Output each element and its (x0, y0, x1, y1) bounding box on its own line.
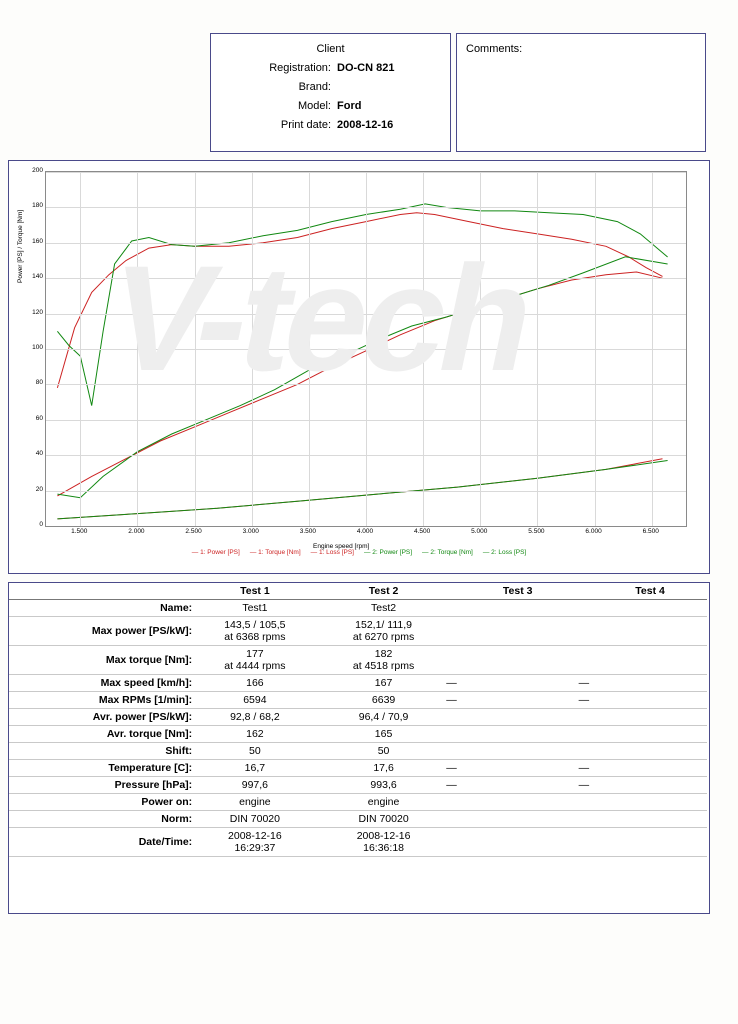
row-label: Temperature [C]: (9, 760, 196, 777)
results-header-row (9, 583, 707, 600)
y-tick: 120 (32, 308, 43, 316)
cell-test4 (593, 828, 707, 857)
results-table-body (9, 600, 707, 857)
brand-label: Brand: (298, 81, 331, 93)
gridline-horizontal (46, 491, 686, 492)
cell-spacer3 (575, 726, 594, 743)
cell-spacer1 (314, 709, 325, 726)
cell-test1: 166 (196, 675, 313, 692)
comments-title: Comments: (466, 43, 523, 55)
cell-test4 (593, 617, 707, 646)
cell-test3 (461, 709, 575, 726)
row-label: Power on: (9, 794, 196, 811)
plot-area (45, 171, 687, 527)
legend-item: — 1: Torque [Nm] (249, 549, 301, 556)
table-row (9, 617, 707, 646)
cell-test4 (593, 692, 707, 709)
table-row (9, 692, 707, 709)
cell-spacer3: — (575, 760, 594, 777)
x-tick: 3.500 (299, 528, 316, 535)
cell-test1: 162 (196, 726, 313, 743)
cell-spacer3: — (575, 692, 594, 709)
row-label: Max power [PS/kW]: (9, 617, 196, 646)
cell-spacer2: — (442, 760, 461, 777)
y-tick: 60 (35, 414, 43, 422)
y-tick: 200 (32, 167, 43, 174)
cell-spacer2: — (442, 675, 461, 692)
table-row (9, 675, 707, 692)
row-label: Max speed [km/h]: (9, 675, 196, 692)
cell-spacer1 (314, 794, 325, 811)
x-tick: 6.500 (642, 528, 659, 535)
cell-test2: 2008-12-16 16:36:18 (325, 828, 442, 857)
cell-spacer2: — (442, 777, 461, 794)
y-tick: 80 (35, 379, 43, 387)
cell-test2: 17,6 (325, 760, 442, 777)
table-row (9, 794, 707, 811)
cell-test2: 165 (325, 726, 442, 743)
print-date-value: 2008-12-16 (337, 119, 394, 131)
cell-test1: 177 at 4444 rpms (196, 646, 313, 675)
col-header-test1: Test 1 (196, 583, 313, 600)
client-field-print-date (211, 119, 450, 131)
x-tick: 5.000 (471, 528, 488, 535)
cell-test1: Test1 (196, 600, 313, 617)
cell-test4 (593, 646, 707, 675)
cell-spacer1 (314, 675, 325, 692)
cell-spacer1 (314, 777, 325, 794)
x-tick: 3.000 (242, 528, 259, 535)
client-title: Client (316, 43, 345, 55)
cell-test1: 997,6 (196, 777, 313, 794)
cell-spacer3 (575, 811, 594, 828)
client-field-brand (211, 81, 450, 93)
x-tick: 4.000 (356, 528, 374, 535)
x-tick: 4.500 (414, 528, 431, 535)
watermark-text: V-tech (95, 234, 546, 402)
row-label: Max RPMs [1/min]: (9, 692, 196, 709)
cell-spacer3 (575, 743, 594, 760)
cell-test2: 6639 (325, 692, 442, 709)
cell-test1: 92,8 / 68,2 (196, 709, 313, 726)
results-table-frame (8, 582, 710, 914)
model-label: Model: (297, 100, 331, 112)
cell-test1: DIN 70020 (196, 811, 313, 828)
cell-test1: 143,5 / 105,5 at 6368 rpms (196, 617, 313, 646)
cell-test3 (461, 600, 575, 617)
col-spacer-1 (314, 583, 325, 600)
cell-spacer3 (575, 646, 594, 675)
cell-test3 (461, 743, 575, 760)
cell-test1: 6594 (196, 692, 313, 709)
cell-spacer1 (314, 760, 325, 777)
x-tick: 5.500 (528, 528, 545, 535)
cell-test3 (461, 646, 575, 675)
client-field-registration (211, 62, 450, 74)
cell-spacer1 (314, 726, 325, 743)
row-label: Max torque [Nm]: (9, 646, 196, 675)
cell-test2: 182 at 4518 rpms (325, 646, 442, 675)
cell-test2: 993,6 (325, 777, 442, 794)
model-value: Ford (337, 100, 362, 112)
table-row (9, 760, 707, 777)
cell-spacer1 (314, 692, 325, 709)
cell-spacer2 (442, 617, 461, 646)
cell-spacer1 (314, 617, 325, 646)
y-tick: 0 (39, 521, 43, 528)
cell-test3 (461, 692, 575, 709)
cell-spacer3: — (575, 777, 594, 794)
cell-test3 (461, 811, 575, 828)
cell-test2: Test2 (325, 600, 442, 617)
cell-test1: 2008-12-16 16:29:37 (196, 828, 313, 857)
x-tick: 1.500 (71, 528, 88, 535)
cell-spacer3 (575, 709, 594, 726)
y-tick: 40 (35, 450, 43, 458)
legend-item: — 1: Loss [PS] (310, 549, 354, 556)
cell-test4 (593, 675, 707, 692)
cell-test4 (593, 743, 707, 760)
table-row (9, 828, 707, 857)
cell-spacer2: — (442, 692, 461, 709)
legend-item: — 1: Power [PS] (191, 549, 240, 556)
row-label: Avr. torque [Nm]: (9, 726, 196, 743)
row-label: Date/Time: (9, 828, 196, 857)
cell-spacer2 (442, 600, 461, 617)
table-row (9, 743, 707, 760)
col-header-blank (9, 583, 196, 600)
x-tick: 2.500 (185, 528, 202, 535)
client-field-model (211, 100, 450, 112)
plot-area-wrap (17, 167, 685, 550)
cell-test1: engine (196, 794, 313, 811)
table-row (9, 709, 707, 726)
results-table (9, 583, 707, 857)
cell-spacer2 (442, 811, 461, 828)
table-row (9, 600, 707, 617)
x-tick: 2.000 (128, 528, 145, 535)
cell-test4 (593, 794, 707, 811)
results-table-head (9, 583, 707, 600)
cell-test1: 16,7 (196, 760, 313, 777)
cell-test3 (461, 828, 575, 857)
cell-test2: 167 (325, 675, 442, 692)
cell-test4 (593, 777, 707, 794)
cell-spacer3 (575, 794, 594, 811)
cell-spacer2 (442, 709, 461, 726)
cell-test4 (593, 726, 707, 743)
col-header-test2: Test 2 (325, 583, 442, 600)
cell-test2: 152,1/ 111,9 at 6270 rpms (325, 617, 442, 646)
col-header-test4: Test 4 (593, 583, 707, 600)
chart-legend (9, 549, 709, 556)
cell-test2: 96,4 / 70,9 (325, 709, 442, 726)
cell-spacer3: — (575, 675, 594, 692)
y-tick: 20 (35, 485, 43, 493)
cell-spacer1 (314, 811, 325, 828)
table-row (9, 646, 707, 675)
cell-spacer2 (442, 726, 461, 743)
cell-test3 (461, 794, 575, 811)
gridline-horizontal (46, 526, 686, 527)
row-label: Name: (9, 600, 196, 617)
cell-spacer2 (442, 743, 461, 760)
y-axis-label: Power [PS] / Torque [Nm] (17, 209, 24, 283)
col-header-test3: Test 3 (461, 583, 575, 600)
y-tick: 180 (32, 202, 43, 210)
legend-item: — 2: Power [PS] (364, 549, 413, 556)
x-tick: 6.000 (585, 528, 602, 535)
cell-spacer2 (442, 646, 461, 675)
cell-spacer2 (442, 828, 461, 857)
y-tick: 100 (32, 344, 43, 351)
cell-test3 (461, 777, 575, 794)
table-row (9, 726, 707, 743)
registration-value: DO-CN 821 (337, 62, 395, 74)
y-tick: 140 (32, 273, 43, 281)
cell-test3 (461, 675, 575, 692)
cell-test3 (461, 617, 575, 646)
row-label: Pressure [hPa]: (9, 777, 196, 794)
gridline-horizontal (46, 207, 686, 208)
cell-test1: 50 (196, 743, 313, 760)
x-axis-label: Engine speed [rpm] (313, 543, 370, 550)
gridline-horizontal (46, 172, 686, 173)
table-row (9, 777, 707, 794)
cell-spacer3 (575, 600, 594, 617)
comments-box (456, 33, 706, 152)
col-spacer-2 (442, 583, 461, 600)
row-label: Shift: (9, 743, 196, 760)
y-tick: 160 (32, 237, 43, 245)
cell-test4 (593, 760, 707, 777)
table-row (9, 811, 707, 828)
cell-spacer3 (575, 828, 594, 857)
registration-label: Registration: (269, 62, 331, 74)
row-label: Avr. power [PS/kW]: (9, 709, 196, 726)
cell-spacer1 (314, 646, 325, 675)
cell-spacer1 (314, 743, 325, 760)
cell-test4 (593, 709, 707, 726)
cell-test4 (593, 600, 707, 617)
cell-spacer1 (314, 600, 325, 617)
col-spacer-3 (575, 583, 594, 600)
dyno-chart (8, 160, 710, 574)
print-date-label: Print date: (280, 119, 331, 131)
legend-item: — 2: Torque [Nm] (422, 549, 473, 556)
cell-test3 (461, 760, 575, 777)
row-label: Norm: (9, 811, 196, 828)
cell-test2: 50 (325, 743, 442, 760)
cell-test2: DIN 70020 (325, 811, 442, 828)
client-box (210, 33, 451, 152)
cell-spacer2 (442, 794, 461, 811)
legend-item: — 2: Loss [PS] (482, 549, 527, 556)
cell-test4 (593, 811, 707, 828)
cell-test2: engine (325, 794, 442, 811)
cell-spacer3 (575, 617, 594, 646)
cell-spacer1 (314, 828, 325, 857)
report-header (210, 33, 704, 150)
cell-test3 (461, 726, 575, 743)
